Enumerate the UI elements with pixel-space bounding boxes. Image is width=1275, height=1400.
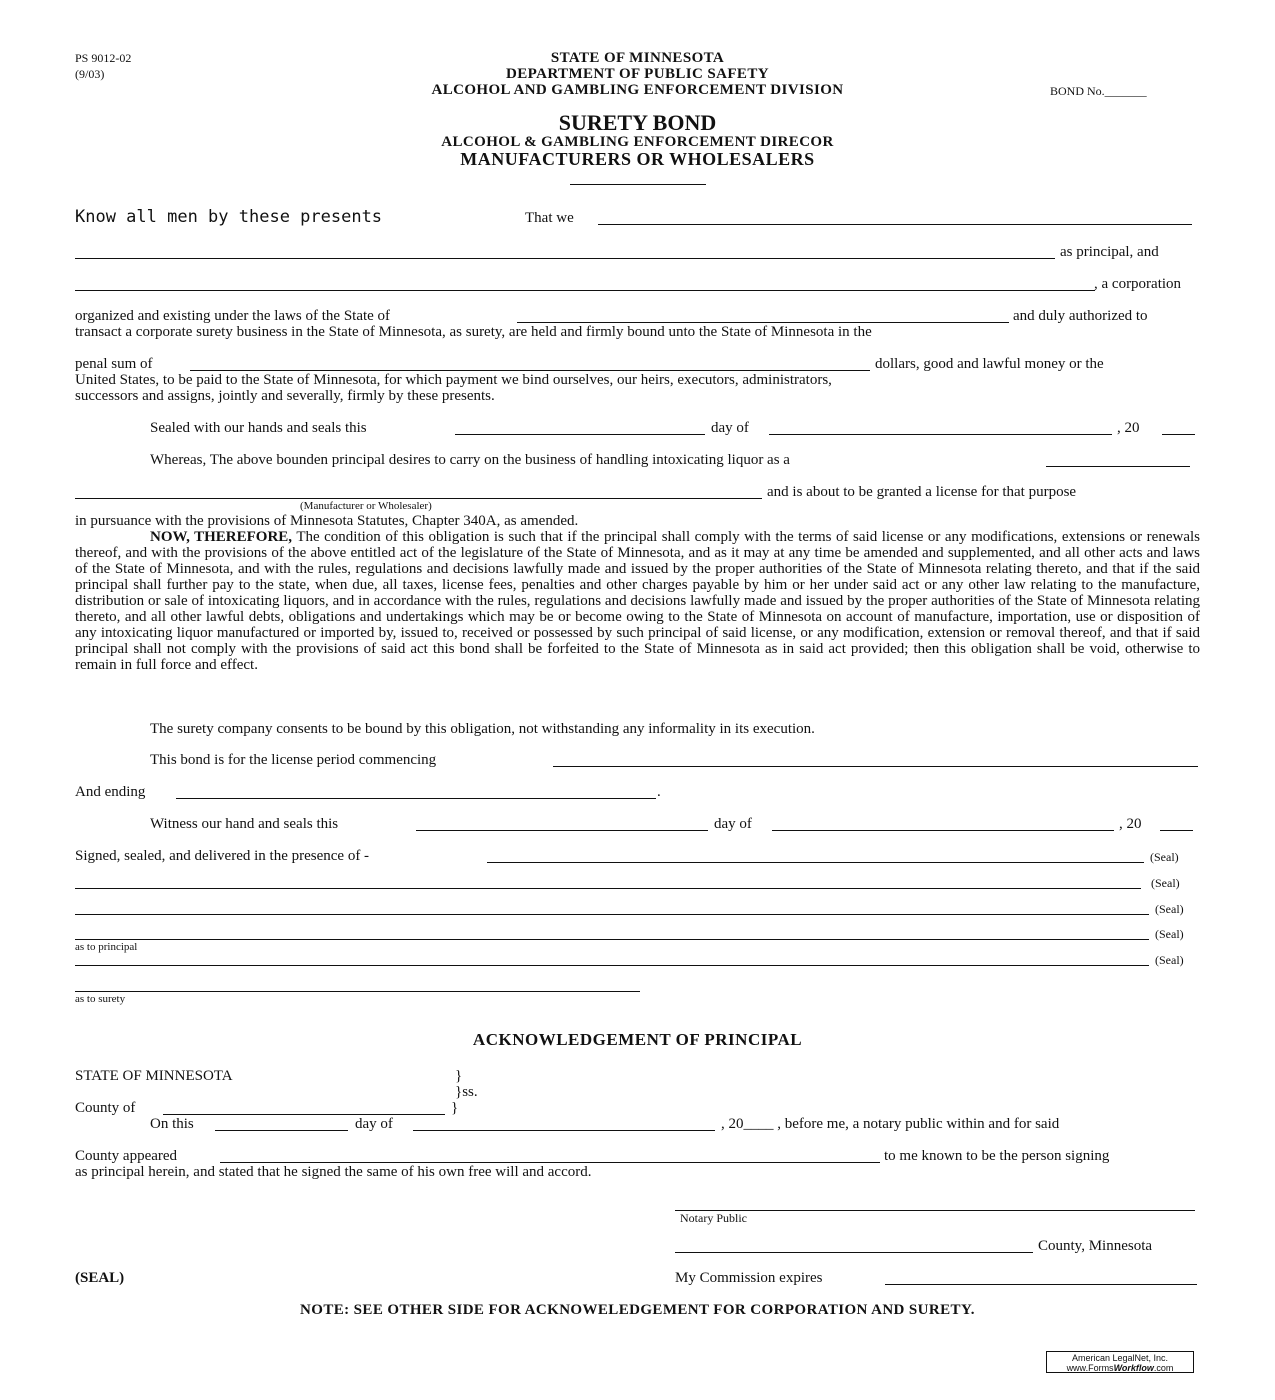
witness-day-field[interactable] bbox=[416, 830, 708, 831]
witness-label: Witness our hand and seals this bbox=[150, 816, 339, 832]
signed-sealed-label: Signed, sealed, and delivered in the presence of - bbox=[75, 848, 370, 864]
footer-url: www.FormsWorkflow.com bbox=[1066, 1363, 1174, 1373]
surety-signature-field[interactable] bbox=[75, 991, 640, 992]
penal-sum-field[interactable] bbox=[190, 370, 870, 371]
county-of-label: County of bbox=[75, 1100, 136, 1116]
on-this-label: On this bbox=[150, 1116, 194, 1132]
state-of-field[interactable] bbox=[517, 322, 1009, 323]
ack-month-field[interactable] bbox=[413, 1130, 715, 1131]
and-ending-label: And ending bbox=[75, 784, 146, 800]
condition-text: The condition of this obligation is such that if the principal shall comply with the terms of said license or any modifications, extensions or renewals thereof, and with the provisions of the above entitled act of the legislature of the State of Minnesota, and as it may at any time be amended and supplemented, and all other acts and laws of the State of Minnesota, and with the rules, regulations and decisions lawfully made and issued by the proper authorities of the State of Minnesota relating thereto, and that if the said principal shall further pay to the state, when due, all taxes, license fees, penalties and other charges payable by him or her under said act or any other law relating to the manufacture, distribution or sale of intoxicating liquors, and in accordance with the rules, regulations and decisions lawfully made and issued by the proper authorities of the State of Minnesota relating thereto, and all other lawful debts, obligations and undertakings which may be or become owing to the State of Minnesota on account of manufacture, importation, use or disposition of any intoxicating liquor manufactured or imported by, issued to, received or possessed by such principal of said license, or any modification, extension or removal thereof, and that if said principal shall not comply with the provisions of said act this bond shall be forfeited to the State of Minnesota as in said act provided; then this obligation shall be void, otherwise to remain in full force and effect. bbox=[75, 529, 1200, 673]
footer-company: American LegalNet, Inc. bbox=[1071, 1353, 1169, 1363]
sealed-day-field[interactable] bbox=[455, 434, 705, 435]
know-all-heading: Know all men by these presents bbox=[75, 207, 383, 227]
that-we-field[interactable] bbox=[598, 224, 1192, 225]
signature-field-3[interactable] bbox=[75, 914, 1149, 915]
license-period-label: This bond is for the license period commencing bbox=[150, 752, 437, 768]
before-me-text: , 20____ , before me, a notary public within and for said bbox=[721, 1116, 1060, 1132]
sealed-day-of-label: day of bbox=[711, 420, 749, 436]
seal-label-3: (Seal) bbox=[1155, 902, 1184, 916]
witness-year-label: , 20 bbox=[1119, 816, 1142, 832]
ack-state-label: STATE OF MINNESOTA bbox=[75, 1068, 233, 1084]
seal-label-4: (Seal) bbox=[1155, 927, 1184, 941]
now-therefore-heading: NOW, THEREFORE, bbox=[150, 529, 293, 545]
successors-text: successors and assigns, jointly and severally, firmly by these presents. bbox=[75, 388, 495, 404]
liquor-type-field-2[interactable] bbox=[75, 498, 762, 499]
penal-sum-label: penal sum of bbox=[75, 356, 153, 372]
witness-year-field[interactable] bbox=[1160, 830, 1193, 831]
form-date: (9/03) bbox=[75, 67, 105, 81]
seal-label-1: (Seal) bbox=[1150, 850, 1179, 864]
as-to-surety-caption: as to surety bbox=[75, 993, 126, 1005]
brace-bottom: } bbox=[451, 1100, 459, 1116]
header-department: DEPARTMENT OF PUBLIC SAFETY bbox=[506, 66, 769, 82]
sealed-year-label: , 20 bbox=[1117, 420, 1140, 436]
sealed-month-field[interactable] bbox=[769, 434, 1112, 435]
as-principal-label: as principal, and bbox=[1060, 244, 1159, 260]
period-dot: . bbox=[657, 784, 661, 800]
liquor-type-field-1[interactable] bbox=[1046, 466, 1190, 467]
known-to-be-text: to me known to be the person signing bbox=[884, 1148, 1110, 1164]
notary-signature-field[interactable] bbox=[675, 1210, 1195, 1211]
ack-day-field[interactable] bbox=[215, 1130, 348, 1131]
county-appeared-label: County appeared bbox=[75, 1148, 178, 1164]
whereas-text: Whereas, The above bounden principal desires to carry on the business of handling intoxicating liquor as a bbox=[150, 452, 790, 468]
as-to-principal-caption: as to principal bbox=[75, 941, 138, 953]
signature-field-2[interactable] bbox=[75, 888, 1141, 889]
american-legalnet-stamp bbox=[1046, 1351, 1194, 1373]
organized-suffix: and duly authorized to bbox=[1013, 308, 1148, 324]
title-divider bbox=[570, 184, 706, 185]
commission-field[interactable] bbox=[885, 1284, 1197, 1285]
note-text: NOTE: SEE OTHER SIDE FOR ACKNOWELEDGEMENT FOR CORPORATION AND SURETY. bbox=[300, 1302, 975, 1318]
manufacturer-caption: (Manufacturer or Wholesaler) bbox=[300, 500, 432, 512]
license-end-field[interactable] bbox=[176, 798, 656, 799]
corporation-field[interactable] bbox=[75, 290, 1095, 291]
form-number: PS 9012-02 bbox=[75, 51, 132, 65]
header-division: ALCOHOL AND GAMBLING ENFORCEMENT DIVISION bbox=[431, 82, 844, 98]
notary-public-caption: Notary Public bbox=[680, 1211, 747, 1225]
pursuance-text: in pursuance with the provisions of Minnesota Statutes, Chapter 340A, as amended. bbox=[75, 513, 579, 529]
page-title: SURETY BOND bbox=[558, 110, 717, 135]
united-states-text: United States, to be paid to the State of Minnesota, for which payment we bind ourselves, our heirs, executors, administrators, bbox=[75, 372, 832, 388]
corporation-label: , a corporation bbox=[1094, 276, 1182, 292]
county-of-field[interactable] bbox=[163, 1114, 445, 1115]
signature-field-1[interactable] bbox=[487, 862, 1144, 863]
license-start-field[interactable] bbox=[553, 766, 1198, 767]
penal-sum-suffix: dollars, good and lawful money or the bbox=[875, 356, 1104, 372]
county-minnesota-label: County, Minnesota bbox=[1038, 1238, 1153, 1254]
brace-top: } bbox=[455, 1068, 463, 1084]
that-we-label: That we bbox=[525, 210, 574, 226]
notary-county-field[interactable] bbox=[675, 1252, 1033, 1253]
witness-day-of-label: day of bbox=[714, 816, 752, 832]
commission-label: My Commission expires bbox=[675, 1270, 823, 1286]
sealed-label: Sealed with our hands and seals this bbox=[150, 420, 367, 436]
county-appeared-field[interactable] bbox=[220, 1162, 880, 1163]
ack-day-of-label: day of bbox=[355, 1116, 393, 1132]
seal-label-2: (Seal) bbox=[1151, 876, 1180, 890]
sealed-year-field[interactable] bbox=[1162, 434, 1195, 435]
page-subtitle-2: MANUFACTURERS OR WHOLESALERS bbox=[460, 149, 815, 169]
witness-month-field[interactable] bbox=[772, 830, 1114, 831]
condition-paragraph bbox=[75, 529, 1200, 673]
header-state: STATE OF MINNESOTA bbox=[550, 50, 725, 66]
as-principal-herein-text: as principal herein, and stated that he signed the same of his own free will and accord. bbox=[75, 1164, 592, 1180]
ss-label: }ss. bbox=[455, 1084, 478, 1100]
transact-text: transact a corporate surety business in the State of Minnesota, as surety, are held and firmly bound unto the State of Minnesota in the bbox=[75, 324, 872, 340]
signature-field-5[interactable] bbox=[75, 965, 1149, 966]
surety-consents-text: The surety company consents to be bound by this obligation, not withstanding any informality in its execution. bbox=[150, 721, 815, 737]
principal-field[interactable] bbox=[75, 258, 1055, 259]
seal-placeholder: (SEAL) bbox=[75, 1270, 125, 1286]
seal-label-5: (Seal) bbox=[1155, 953, 1184, 967]
acknowledgement-title: ACKNOWLEDGEMENT OF PRINCIPAL bbox=[472, 1030, 803, 1049]
signature-field-4[interactable] bbox=[75, 939, 1149, 940]
organized-label: organized and existing under the laws of the State of bbox=[75, 308, 391, 324]
bond-number: BOND No._______ bbox=[1050, 84, 1147, 98]
license-suffix: and is about to be granted a license for that purpose bbox=[767, 484, 1077, 500]
page-subtitle: ALCOHOL & GAMBLING ENFORCEMENT DIRECOR bbox=[441, 134, 834, 150]
